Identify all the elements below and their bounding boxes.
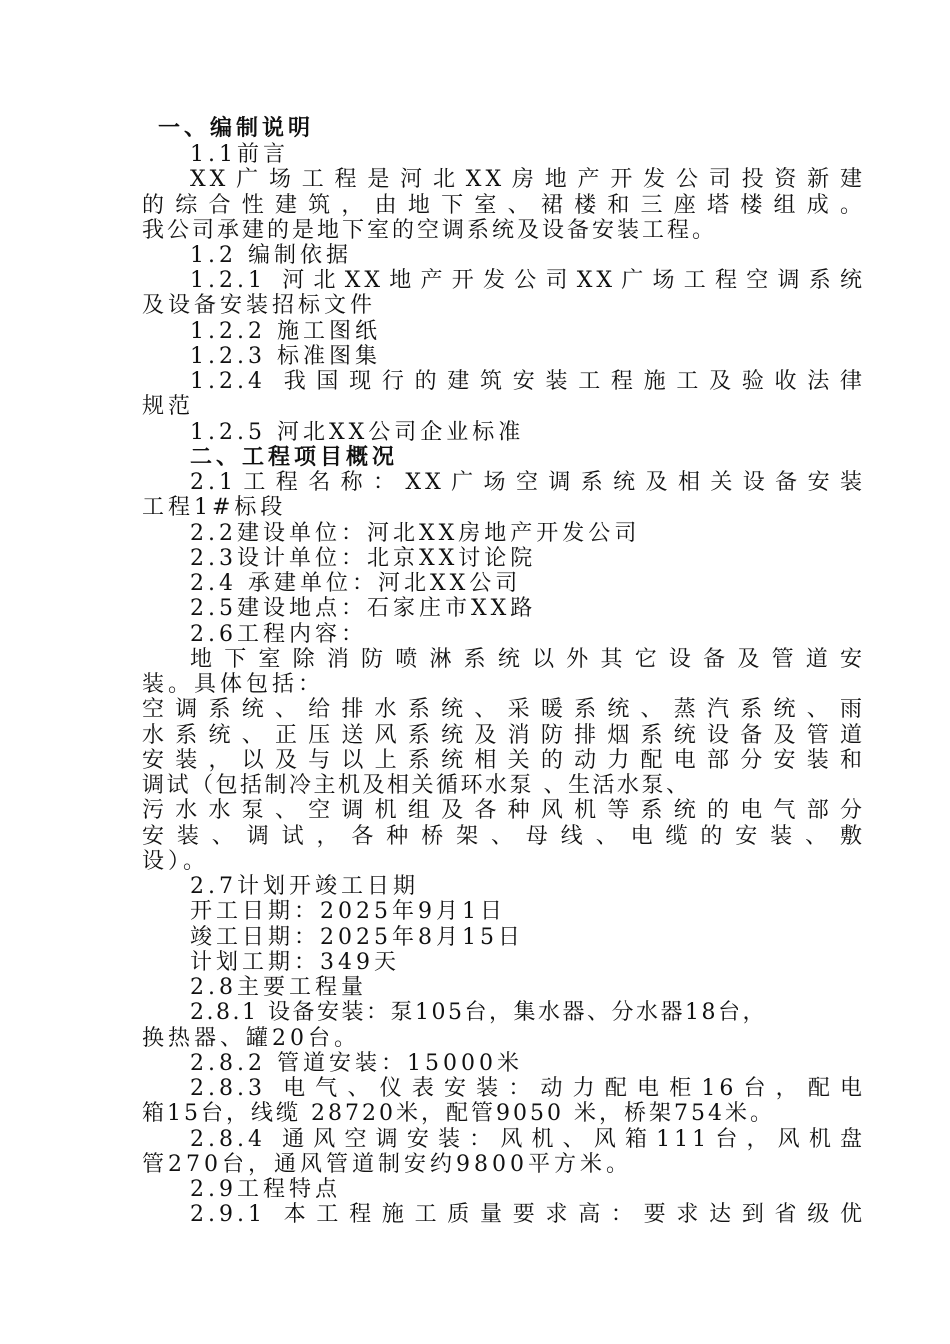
paragraph-line: 安装，以及与以上系统相关的动力配电部分安装和	[142, 748, 866, 773]
subsection-heading: 2.8主要工程量	[190, 975, 367, 1000]
paragraph-line: 工程1#标段	[142, 495, 287, 520]
section-heading-2: 二、工程项目概况	[190, 444, 399, 470]
list-item: 竣工日期：2025年8月15日	[190, 925, 524, 950]
subsection-heading: 2.7计划开竣工日期	[190, 874, 419, 899]
paragraph-line: 空调系统、给排水系统、采暖系统、蒸汽系统、雨	[142, 697, 866, 722]
paragraph-line: 地下室除消防喷淋系统以外其它设备及管道安	[190, 647, 866, 672]
list-item: 2.8.1 设备安装：泵105台，集水器、分水器18台，	[190, 1000, 767, 1025]
paragraph-line: 污水水泵、空调机组及各种风机等系统的电气部分	[142, 798, 866, 823]
subsection-heading: 2.9工程特点	[190, 1177, 341, 1202]
list-item: 1.2.1 河北XX地产开发公司XX广场工程空调系统	[190, 268, 866, 293]
list-item: 2.3设计单位：北京XX讨论院	[190, 546, 537, 571]
paragraph-line: 管270台，通风管道制安约9800平方米。	[142, 1152, 632, 1177]
subsection-heading: 1.2 编制依据	[190, 243, 352, 268]
list-item: 1.2.5 河北XX公司企业标准	[190, 420, 525, 445]
paragraph-line: 设）。	[142, 849, 210, 874]
list-item: 2.1工程名称：XX广场空调系统及相关设备安装	[190, 470, 866, 495]
list-item: 1.2.4 我国现行的建筑安装工程施工及验收法律	[190, 369, 866, 394]
list-item: 计划工期：349天	[190, 950, 400, 975]
list-item: 2.4 承建单位：河北XX公司	[190, 571, 522, 596]
paragraph-line: 换热器、罐20台。	[142, 1026, 360, 1051]
paragraph-line: 水系统、正压送风系统及消防排烟系统设备及管道	[142, 723, 866, 748]
paragraph-line: 调试（包括制冷主机及相关循环水泵 、生活水泵、	[142, 773, 691, 798]
list-item: 1.2.2 施工图纸	[190, 319, 381, 344]
subsection-heading: 1.1前言	[190, 142, 289, 167]
list-item: 2.2建设单位：河北XX房地产开发公司	[190, 521, 641, 546]
paragraph-line: 及设备安装招标文件	[142, 293, 377, 318]
list-item: 2.5建设地点：石家庄市XX路	[190, 596, 537, 621]
list-item: 开工日期：2025年9月1日	[190, 899, 506, 924]
list-item: 2.8.2 管道安装：15000米	[190, 1051, 523, 1076]
paragraph-line: 的综合性建筑，由地下室、裙楼和三座塔楼组成。	[142, 193, 866, 218]
paragraph-line: 安装、调试，各种桥架、母线、电缆的安装、敷	[142, 824, 866, 849]
paragraph-line: 箱15台，线缆 28720米，配管9050 米，桥架754米。	[142, 1101, 775, 1126]
list-item: 2.8.3 电气、仪表安装：动力配电柜16台，配电	[190, 1076, 866, 1101]
list-item: 1.2.3 标准图集	[190, 344, 381, 369]
section-heading-1: 一、编制说明	[158, 115, 315, 141]
paragraph-line: 装。具体包括：	[142, 672, 325, 697]
list-item: 2.8.4 通风空调安装：风机、风箱111台，风机盘	[190, 1127, 866, 1152]
list-item: 2.9.1 本工程施工质量要求高：要求达到省级优	[190, 1202, 866, 1227]
paragraph-line: 我公司承建的是地下室的空调系统及设备安装工程。	[142, 218, 718, 243]
paragraph-line: XX广场工程是河北XX房地产开发公司投资新建	[190, 167, 866, 192]
paragraph-line: 规范	[142, 394, 195, 419]
list-item: 2.6工程内容：	[190, 622, 367, 647]
